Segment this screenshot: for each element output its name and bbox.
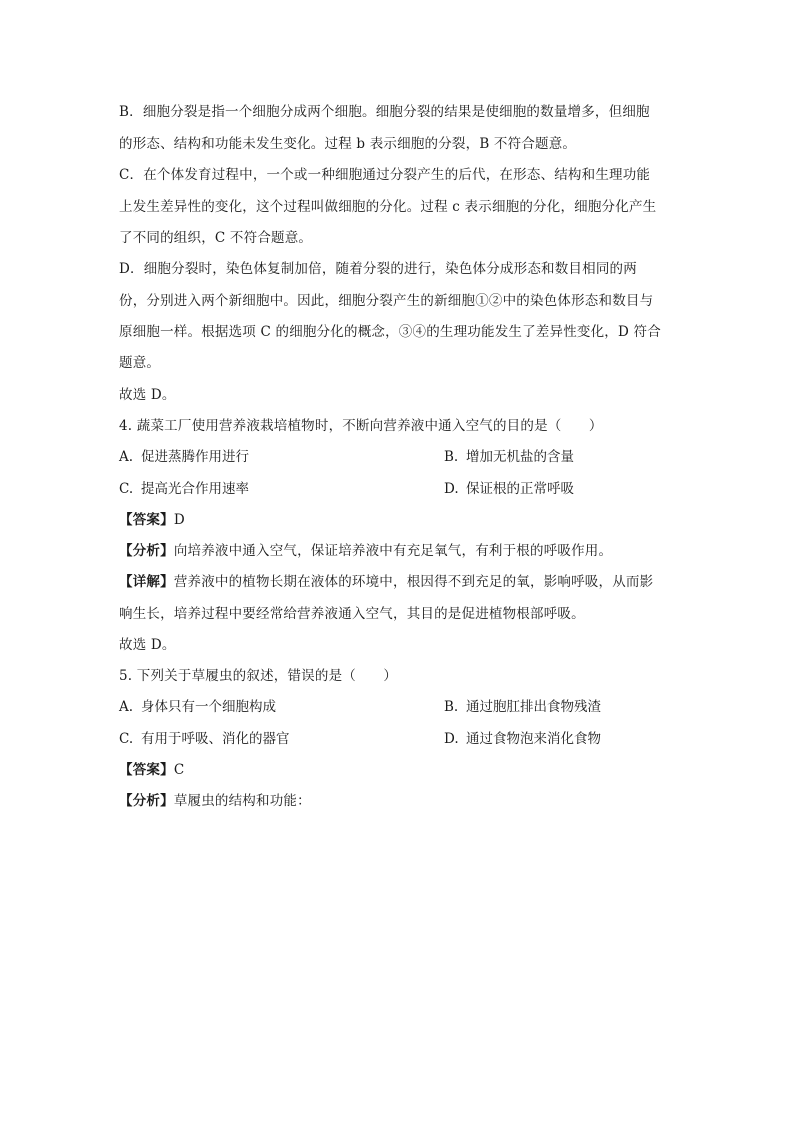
paragraph-b-line-2: 的形态、结构和功能未发生变化。过程 b 表示细胞的分裂，B 不符合题意。 [119, 136, 577, 152]
q5-option-c-letter: C. [119, 731, 134, 747]
paragraph-d-line-4: 题意。 [119, 355, 161, 371]
q4-detail-tag: 【详解】 [119, 574, 174, 590]
q4-option-b-text: 增加无机盐的含量 [466, 449, 574, 465]
q5-option-b [444, 697, 601, 717]
q4-option-d [444, 479, 574, 499]
q4-stem: 4. 蔬菜工厂使用营养液栽培植物时，不断向营养液中通入空气的目的是（ ） [119, 418, 603, 434]
q4-option-d-letter: D. [444, 481, 459, 497]
q5-analysis-text: 草履虫的结构和功能： [173, 793, 311, 809]
q4-option-c-letter: C. [119, 481, 134, 497]
q5-analysis [119, 791, 679, 811]
paragraph-c-line-2: 上发生差异性的变化，这个过程叫做细胞的分化。过程 c 表示细胞的分化，细胞分化产生 [119, 199, 657, 215]
q4-analysis [119, 541, 679, 561]
q4-analysis-text: 向培养液中通入空气，保证培养液中有充足氧气，有利于根的呼吸作用。 [173, 543, 613, 559]
q4-option-b-letter: B. [444, 449, 459, 465]
q4-answer [119, 510, 679, 530]
q4-answer-value: D [173, 512, 185, 528]
paragraph-b-line-1: B．细胞分裂是指一个细胞分成两个细胞。细胞分裂的结果是使细胞的数量增多，但细胞 [119, 104, 650, 120]
q4-option-a [119, 447, 249, 467]
q4-option-a-text: 促进蒸腾作用进行 [141, 449, 249, 465]
q5-analysis-tag: 【分析】 [119, 793, 174, 809]
paragraph-d-line-3: 原细胞一样。根据选项 C 的细胞分化的概念，③④的生理功能发生了差异性变化，D 符合 [119, 324, 661, 340]
q5-option-b-letter: B. [444, 699, 459, 715]
q5-answer-value: C [173, 762, 185, 778]
q5-stem: 5. 下列关于草履虫的叙述，错误的是（ ） [119, 668, 398, 684]
q4-detail-line-2: 响生长，培养过程中要经常给营养液通入空气，其目的是促进植物根部呼吸。 [119, 606, 585, 622]
paragraph-d-line-1: D．细胞分裂时，染色体复制加倍，随着分裂的进行，染色体分成形态和数目相同的两 [119, 261, 637, 277]
q5-option-d-text: 通过食物泡来消化食物 [466, 731, 601, 747]
paragraph-c-line-3: 了不同的组织，C 不符合题意。 [119, 230, 313, 246]
q4-detail-text-1: 营养液中的植物长期在液体的环境中，根因得不到充足的氧，影响呼吸，从而影 [173, 574, 654, 590]
q5-option-a-letter: A. [119, 699, 134, 715]
q5-option-d [444, 729, 601, 749]
q4-analysis-tag: 【分析】 [119, 543, 174, 559]
q4-detail-line-1 [119, 572, 679, 592]
q5-answer-tag: 【答案】 [119, 762, 174, 778]
q4-option-b [444, 447, 574, 467]
q5-option-d-letter: D. [444, 731, 459, 747]
q5-option-c [119, 729, 290, 749]
q4-conclusion: 故选 D。 [119, 637, 176, 653]
q5-option-c-text: 有用于呼吸、消化的器官 [141, 731, 290, 747]
paragraph-c-line-1: C．在个体发育过程中，一个或一种细胞通过分裂产生的后代，在形态、结构和生理功能 [119, 167, 651, 183]
q4-answer-tag: 【答案】 [119, 512, 174, 528]
paragraph-d-line-2: 份，分别进入两个新细胞中。因此，细胞分裂产生的新细胞①②中的染色体形态和数目与 [119, 293, 654, 309]
q4-option-d-text: 保证根的正常呼吸 [466, 481, 574, 497]
q5-option-a [119, 697, 276, 717]
q4-option-a-letter: A. [119, 449, 134, 465]
q5-answer [119, 760, 679, 780]
q5-option-b-text: 通过胞肛排出食物残渣 [466, 699, 601, 715]
q4-option-c-text: 提高光合作用速率 [141, 481, 249, 497]
q3-conclusion: 故选 D。 [119, 387, 176, 403]
q5-option-a-text: 身体只有一个细胞构成 [141, 699, 276, 715]
q4-option-c [119, 479, 249, 499]
